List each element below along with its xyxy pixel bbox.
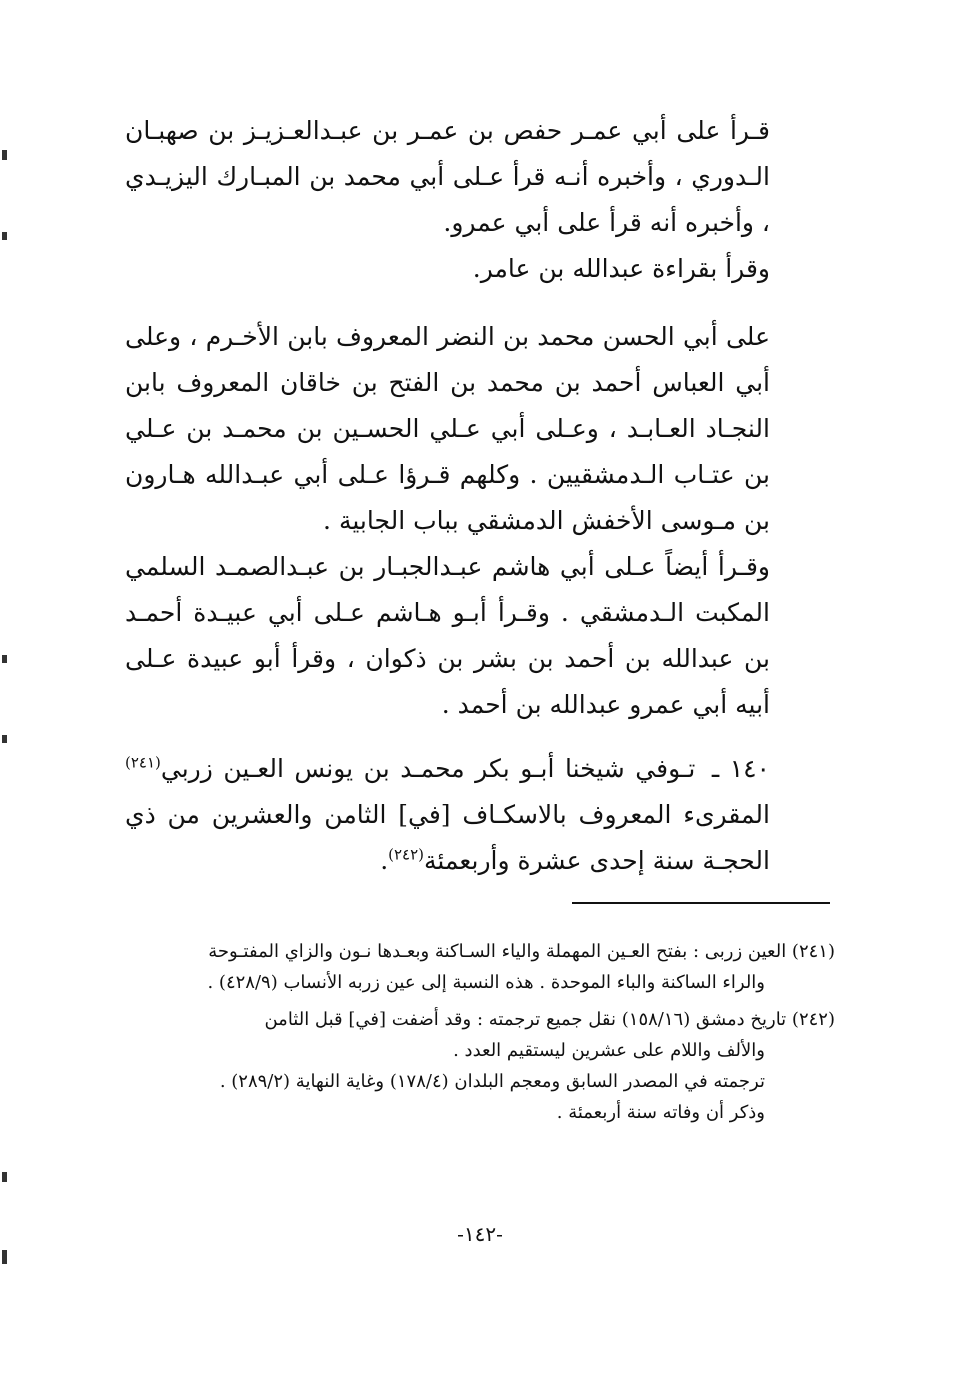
footnotes	[125, 936, 835, 1134]
footnote-242-line1: (٢٤٢) تاريخ دمشق (١٥٨/١٦) نقل جميع ترجمته : وقد أضفت [في] قبل الثامن	[264, 1009, 835, 1030]
footnote-242	[125, 1004, 835, 1128]
footnote-ref-241: (٢٤١)	[125, 753, 161, 772]
footnote-241-line2: والراء الساكنة والباء الموحدة . هذه النسبة إلى عين زربه الأنساب (٤٢٨/٩) .	[207, 972, 765, 993]
footnote-242-line4: وذكر أن وفاته سنة أربعمئة .	[556, 1102, 765, 1123]
scan-edge-mark	[2, 735, 7, 743]
entry-text-part2: المقرىء المعروف بالاسكـاف [في] الثامن والعشرين من ذي الحجـة سنة إحدى عشرة وأربعمئة	[125, 800, 770, 875]
paragraph-4: وقـرأ أيضاً عـلى أبي هاشم عبـدالجبـار بن عبـدالصمـد السلمي المكبت الـدمشقي . وقـرأ أبـو هـاشم عـلى أبي عبيـدة أحمـد بن عبدالله بن أحمد بن بشر بن ذكوان ، وقرأ أبو عبيدة عـلى أبيه أبي عمرو عبدالله بن أحمد .	[125, 552, 770, 719]
footnote-241-line1: (٢٤١) العين زربى : بفتح العـين المهملة والياء السـاكنة وبعـدها نـون والزاي المفتـوحة	[208, 941, 835, 962]
entry-number: ١٤٠ ـ	[711, 754, 770, 783]
entry-text-part1: تـوفي شيخنا أبـو بكر محمـد بن يونس العـين زربي	[160, 754, 696, 783]
footnote-241	[125, 936, 835, 998]
footnote-242-line3: ترجمته في المصدر السابق ومعجم البلدان (١٧٨/٤) وغاية النهاية (٢٨٩/٢) .	[219, 1071, 765, 1092]
paragraph-2: وقرأ بقراءة عبدالله بن عامر.	[472, 254, 770, 283]
paragraph-3: على أبي الحسن محمد بن النضر المعروف بابن الأخـرم ، وعلى أبي العباس أحمد بن محمد بن الفتح بن خاقان المعروف بابن النجـاد العـابـد ، وعـلى أبي عـلي الحسـين بن محمـد بن عـلي بن عتـاب الـدمشقيين . وكلهم قـرؤا عـلى أبي عبـدالله هـارون بن مـوسى الأخفش الدمشقي بباب الجابية .	[125, 322, 770, 535]
scan-edge-mark	[2, 232, 7, 240]
scan-edge-mark	[2, 150, 7, 160]
footnote-ref-242: (٢٤٢)	[388, 845, 425, 864]
scan-edge-mark	[2, 1250, 7, 1264]
scan-edge-mark	[2, 655, 7, 663]
paragraph-1: قـرأ على أبي عمـر حفص بن عمـر بن عبـدالعـزيـز بن صهبـان الـدوري ، وأخبره أنـه قرأ عـلى أبي محمد بن المبـارك اليزيـدي ، وأخبره أنه قرأ على أبي عمرو.	[125, 116, 770, 237]
entry-end-period: .	[380, 846, 389, 875]
page-number: -١٤٢-	[457, 1222, 503, 1246]
main-text	[125, 108, 770, 884]
entry-140	[125, 746, 770, 884]
footnote-separator	[572, 902, 830, 904]
footnote-242-line2: والألف واللام على عشرين ليستقيم العدد .	[453, 1040, 765, 1061]
scan-edge-mark	[2, 1172, 7, 1182]
